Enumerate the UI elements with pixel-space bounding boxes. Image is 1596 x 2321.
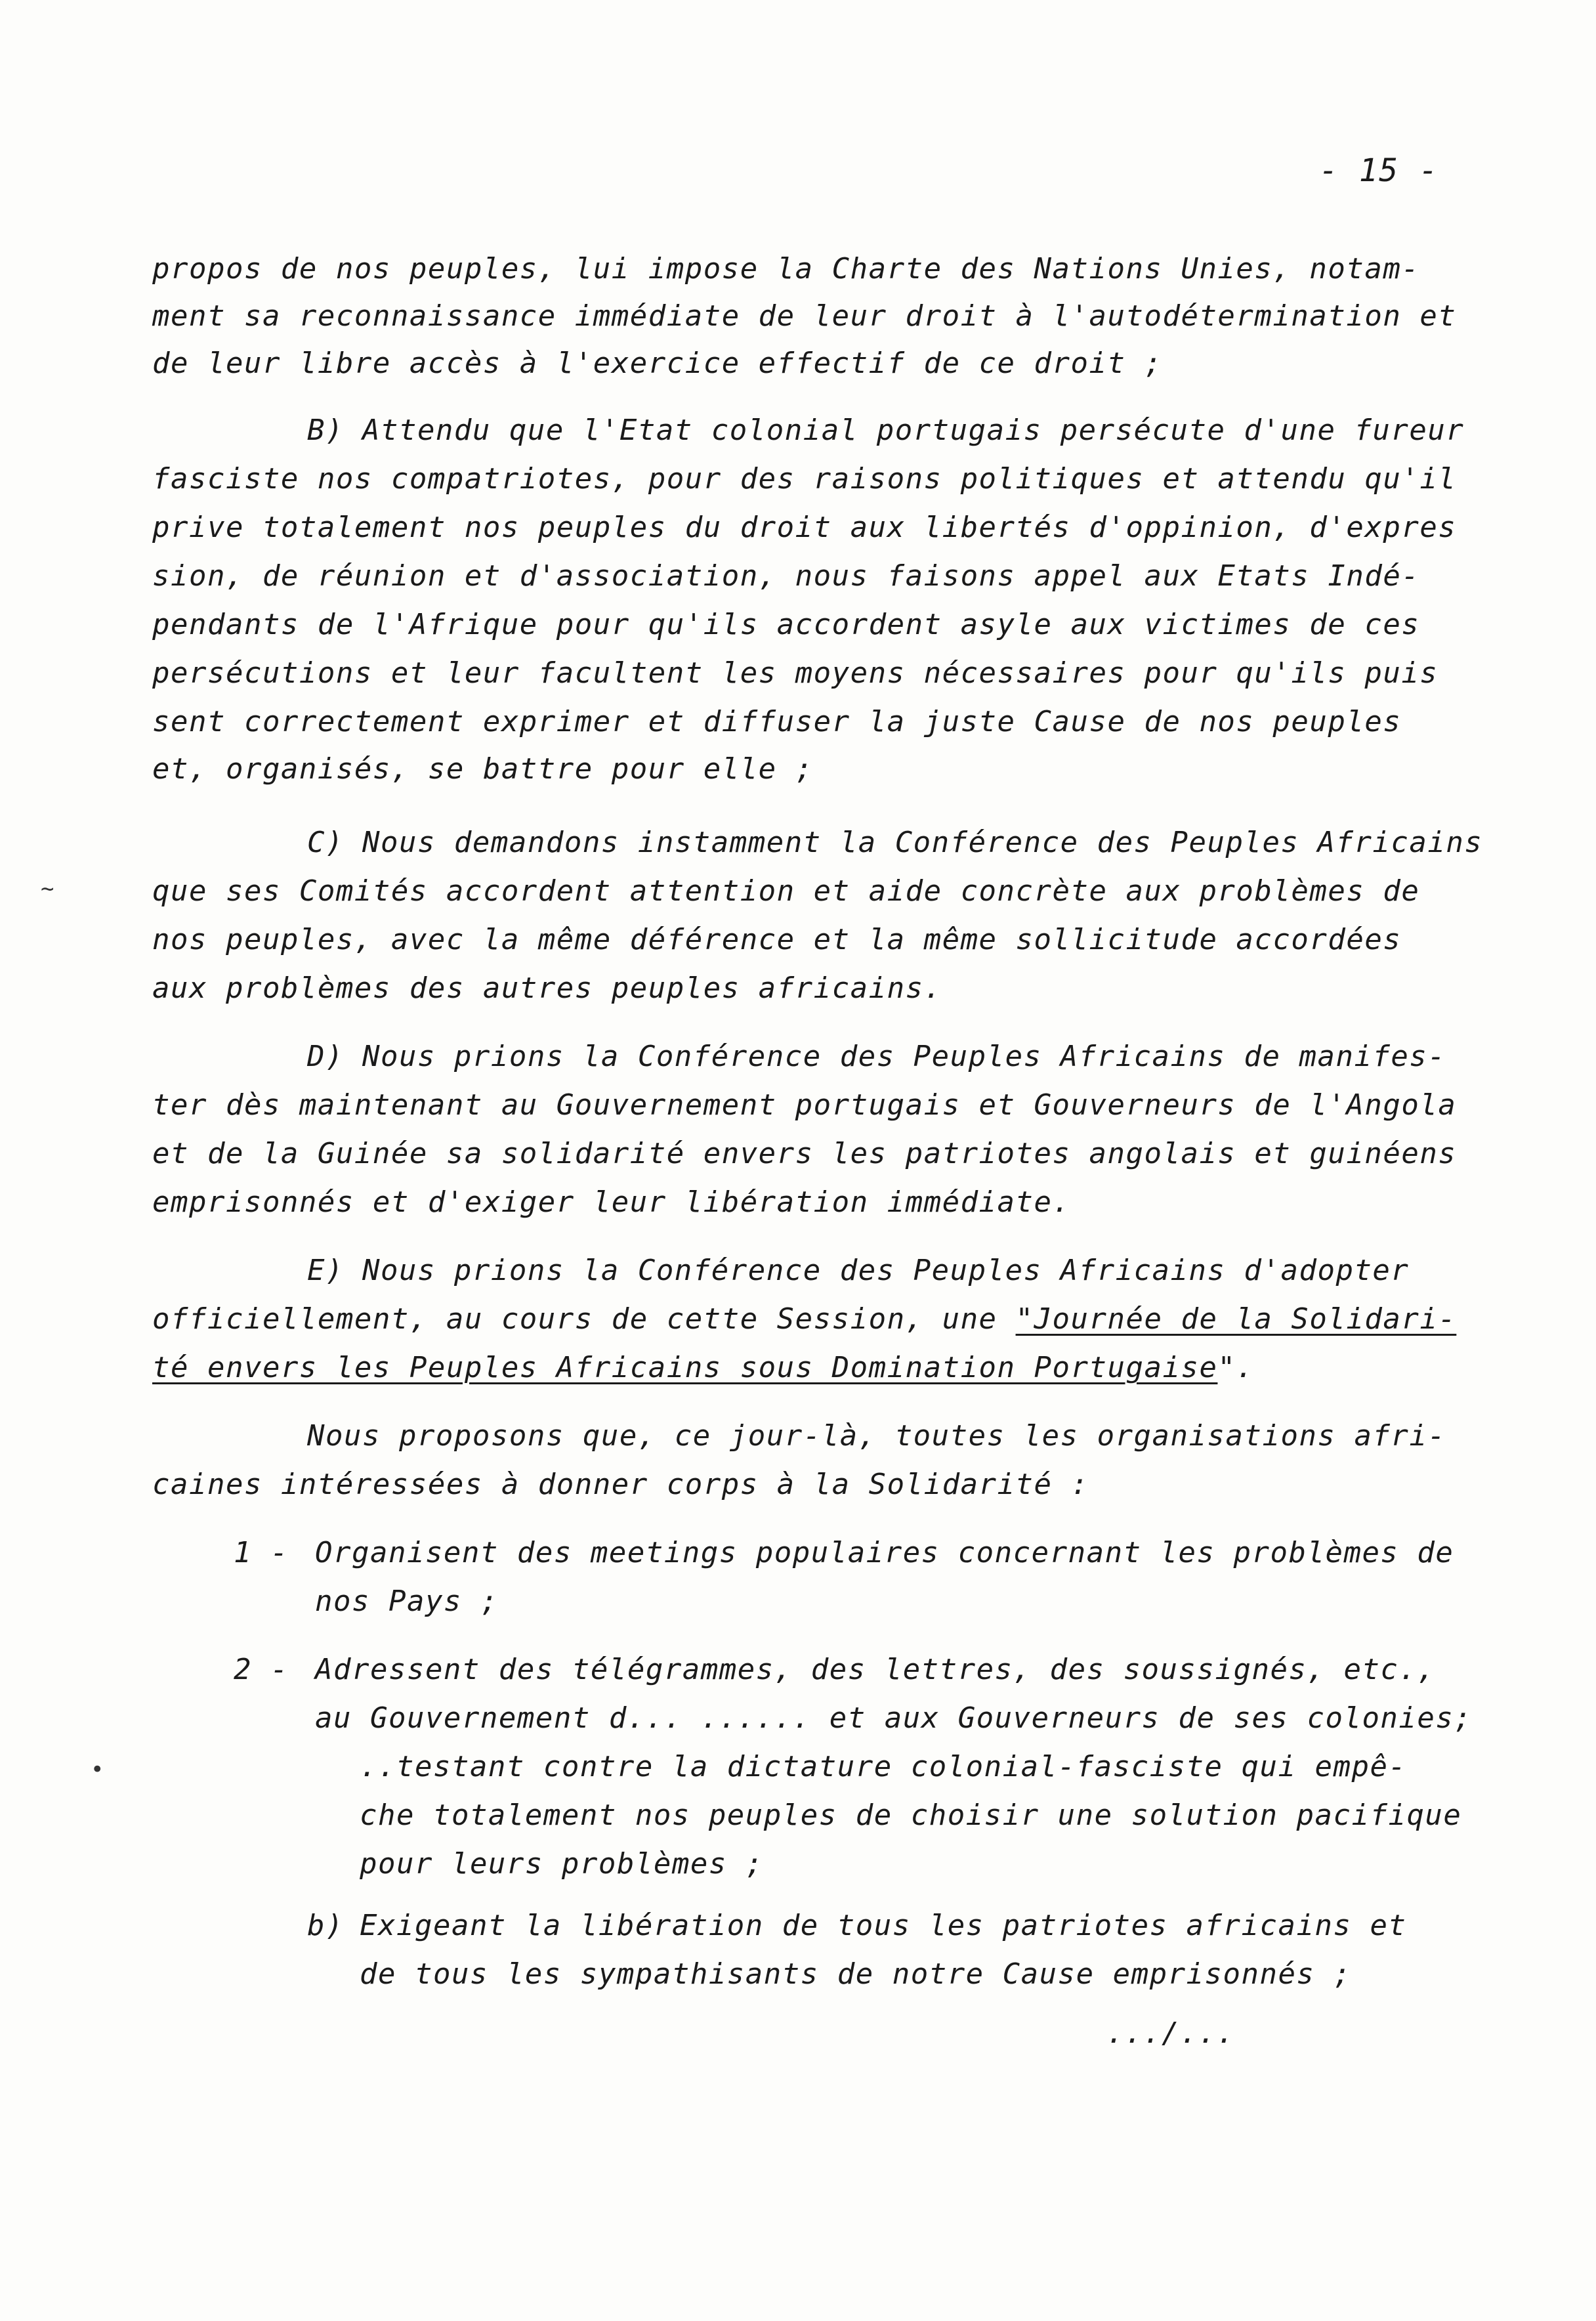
paragraph-d-line-4: emprisonnés et d'exiger leur libération immédiate. bbox=[152, 1185, 1071, 1219]
margin-scan-mark: ~ bbox=[41, 876, 55, 902]
paragraph-e-line-1: E) Nous prions la Conférence des Peuples Africains d'adopter bbox=[307, 1254, 1410, 1287]
paragraph-c-line-1: C) Nous demandons instamment la Conférence des Peuples Africains bbox=[307, 826, 1483, 859]
paragraph-e-line-2 bbox=[152, 1302, 1457, 1336]
continuation-marker: .../... bbox=[1106, 2016, 1235, 2050]
paragraph-d-line-3: et de la Guinée sa solidarité envers les patriotes angolais et guinéens bbox=[152, 1137, 1457, 1170]
paragraph-b-line-5: pendants de l'Afrique pour qu'ils accordent asyle aux victimes de ces bbox=[152, 608, 1420, 641]
paragraph-b-line-6: persécutions et leur facultent les moyens nécessaires pour qu'ils puis bbox=[152, 656, 1438, 690]
intro-line-1: propos de nos peuples, lui impose la Charte des Nations Unies, notam- bbox=[152, 252, 1420, 286]
item-1-line-1: Organisent des meetings populaires concernant les problèmes de bbox=[315, 1536, 1454, 1569]
intro-line-3: de leur libre accès à l'exercice effectif de ce droit ; bbox=[152, 347, 1163, 380]
item-1-line-2: nos Pays ; bbox=[315, 1585, 499, 1618]
margin-dot-mark: • bbox=[91, 1757, 105, 1783]
paragraph-b-line-1: B) Attendu que l'Etat colonial portugais persécute d'une fureur bbox=[307, 414, 1465, 447]
paragraph-b-line-7: sent correctement exprimer et diffuser la juste Cause de nos peuples bbox=[152, 705, 1402, 738]
item-2-line-2: au Gouvernement d... ...... et aux Gouverneurs de ses colonies; bbox=[315, 1701, 1473, 1735]
item-2-line-1: Adressent des télégrammes, des lettres, des soussignés, etc., bbox=[315, 1653, 1436, 1686]
proposal-line-2: caines intéressées à donner corps à la Solidarité : bbox=[152, 1468, 1089, 1501]
item-2-label: 2 - bbox=[234, 1653, 289, 1686]
paragraph-e-line-2-text: officiellement, au cours de cette Session, une bbox=[152, 1302, 1016, 1336]
paragraph-d-line-2: ter dès maintenant au Gouvernement portugais et Gouverneurs de l'Angola bbox=[152, 1088, 1457, 1122]
paragraph-c-line-4: aux problèmes des autres peuples africains. bbox=[152, 971, 942, 1005]
solidarity-day-title-start: "Journée de la Solidari- bbox=[1015, 1302, 1457, 1336]
paragraph-b-line-2: fasciste nos compatriotes, pour des raisons politiques et attendu qu'il bbox=[152, 462, 1457, 496]
paragraph-e-line-3-tail: ". bbox=[1217, 1351, 1255, 1384]
item-2a-line-1: ..testant contre la dictature colonial-fasciste qui empê- bbox=[360, 1750, 1407, 1783]
paragraph-c-line-3: nos peuples, avec la même déférence et la même sollicitude accordées bbox=[152, 923, 1402, 956]
item-2a-line-3: pour leurs problèmes ; bbox=[360, 1847, 764, 1881]
page-number: - 15 - bbox=[1319, 152, 1439, 189]
paragraph-e-line-3 bbox=[152, 1353, 1254, 1382]
item-2a-line-2: che totalement nos peuples de choisir une solution pacifique bbox=[360, 1799, 1462, 1832]
paragraph-b-line-3: prive totalement nos peuples du droit aux libertés d'oppinion, d'expres bbox=[152, 511, 1457, 544]
item-2b-label: b) bbox=[307, 1909, 344, 1942]
paragraph-d-line-1: D) Nous prions la Conférence des Peuples Africains de manifes- bbox=[307, 1040, 1446, 1073]
paragraph-c-line-2: que ses Comités accordent attention et aide concrète aux problèmes de bbox=[152, 874, 1420, 908]
paragraph-b-line-8: et, organisés, se battre pour elle ; bbox=[152, 752, 814, 786]
solidarity-day-title-end: té envers les Peuples Africains sous Domination Portugaise bbox=[152, 1351, 1218, 1384]
intro-line-2: ment sa reconnaissance immédiate de leur droit à l'autodétermination et bbox=[152, 299, 1457, 333]
proposal-line-1: Nous proposons que, ce jour-là, toutes les organisations afri- bbox=[307, 1419, 1446, 1453]
paragraph-b-line-4: sion, de réunion et d'association, nous faisons appel aux Etats Indé- bbox=[152, 559, 1420, 593]
item-1-label: 1 - bbox=[234, 1536, 289, 1569]
item-2b-line-2: de tous les sympathisants de notre Cause emprisonnés ; bbox=[360, 1957, 1352, 1991]
item-2b-line-1: Exigeant la libération de tous les patriotes africains et bbox=[360, 1909, 1407, 1942]
